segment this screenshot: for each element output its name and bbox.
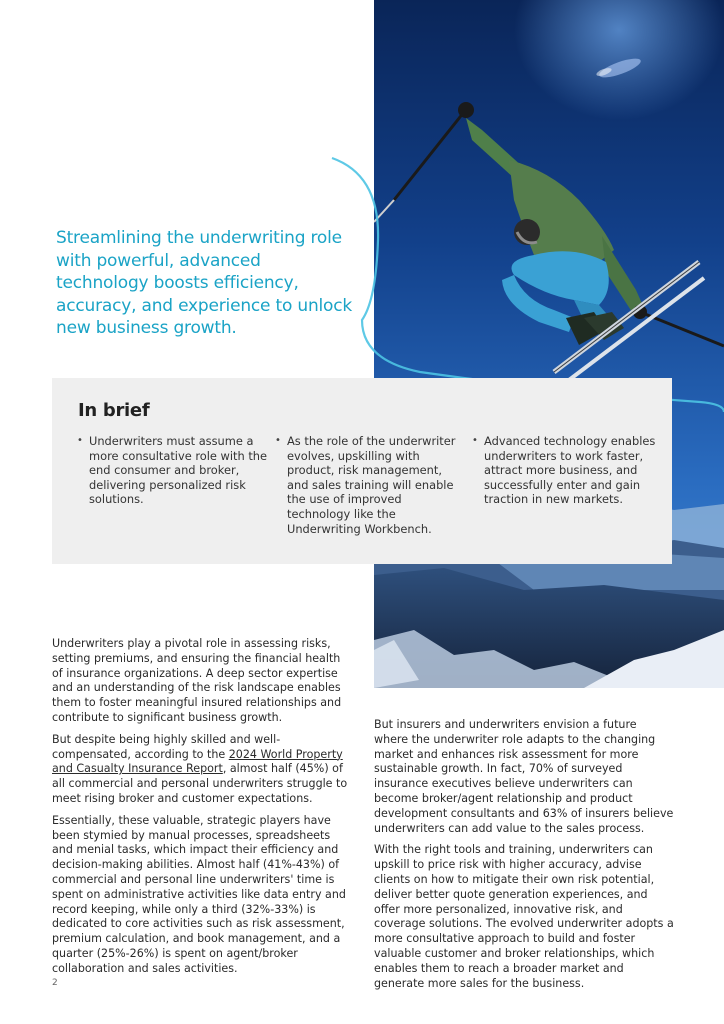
brief-item [472,434,656,507]
paragraph: Essentially, these valuable, strategic players have been stymied by manual processes, spreadsheets and menial tasks, which impact their efficiency and decision-making abilities. Almost half (41%-43%) of commercial and personal line underwriters' time is spent on administrative activities like data entry and record keeping, while only a third (32%-33%) is dedicated to core activities such as risk assessment, premium calculation, and book management, and a quarter (25%-26%) is spent on agent/broker collaboration and sales activities. [52,813,346,975]
paragraph: With the right tools and training, underwriters can upskill to price risk with higher accuracy, advise clients on how to mitigate their own risk potential, deliver better quote generation experiences, and offer more personalized, innovative risk, and coverage solutions. The evolved underwriter adopts a more consultative approach to build and foster valuable customer and broker relationships, which enables them to reach a broader market and generate more sales for the business. [374,843,674,990]
right-column [374,718,674,998]
brief-item-text: Advanced technology enables underwriters to work faster, attract more business, and successfully enter and gain traction in new markets. [484,434,656,507]
bullet-icon: • [472,435,478,446]
page-number: 2 [52,978,58,988]
in-brief-title: In brief [78,400,150,421]
left-column [52,637,352,984]
paragraph-text: , almost half (45%) of all commercial and personal underwriters struggle to meet rising broker and customer expectations. [52,762,348,805]
in-brief-box [52,378,672,564]
brief-item-text: As the role of the underwriter evolves, upskilling with product, risk management, and sales training will enable the use of improved technology like the Underwriting Workbench. [287,434,456,536]
brief-item [77,434,269,507]
skier-photo [374,0,724,688]
world-pc-report-link[interactable]: 2024 World Property and Casualty Insurance Report [52,747,343,776]
paragraph: But insurers and underwriters envision a future where the underwriter role adapts to the changing market and enhances risk assessment for more sustainable growth. In fact, 70% of surveyed insurance executives believe underwriters can become broker/agent relationship and product development consultants and 63% of insurers believe underwriters can add value to the sales process. [374,718,674,835]
brief-item-text: Underwriters must assume a more consultative role with the end consumer and broker, delivering personalized risk solutions. [89,434,268,507]
paragraph [52,733,352,807]
brief-item [275,434,462,536]
bullet-icon: • [275,435,281,446]
bullet-icon: • [77,435,83,446]
paragraph: Underwriters play a pivotal role in assessing risks, setting premiums, and ensuring the financial health of insurance organizations. A deep sector expertise and an understanding of the risk landscape enables them to foster meaningful insured relationships and contribute to significant business growth. [52,637,342,724]
paragraph-text: But despite being highly skilled and well-compensated, according to the [52,732,281,761]
lead-statement: Streamlining the underwriting role with powerful, advanced technology boosts efficiency, accuracy, and experience to unlock new business growth. [56,228,353,338]
